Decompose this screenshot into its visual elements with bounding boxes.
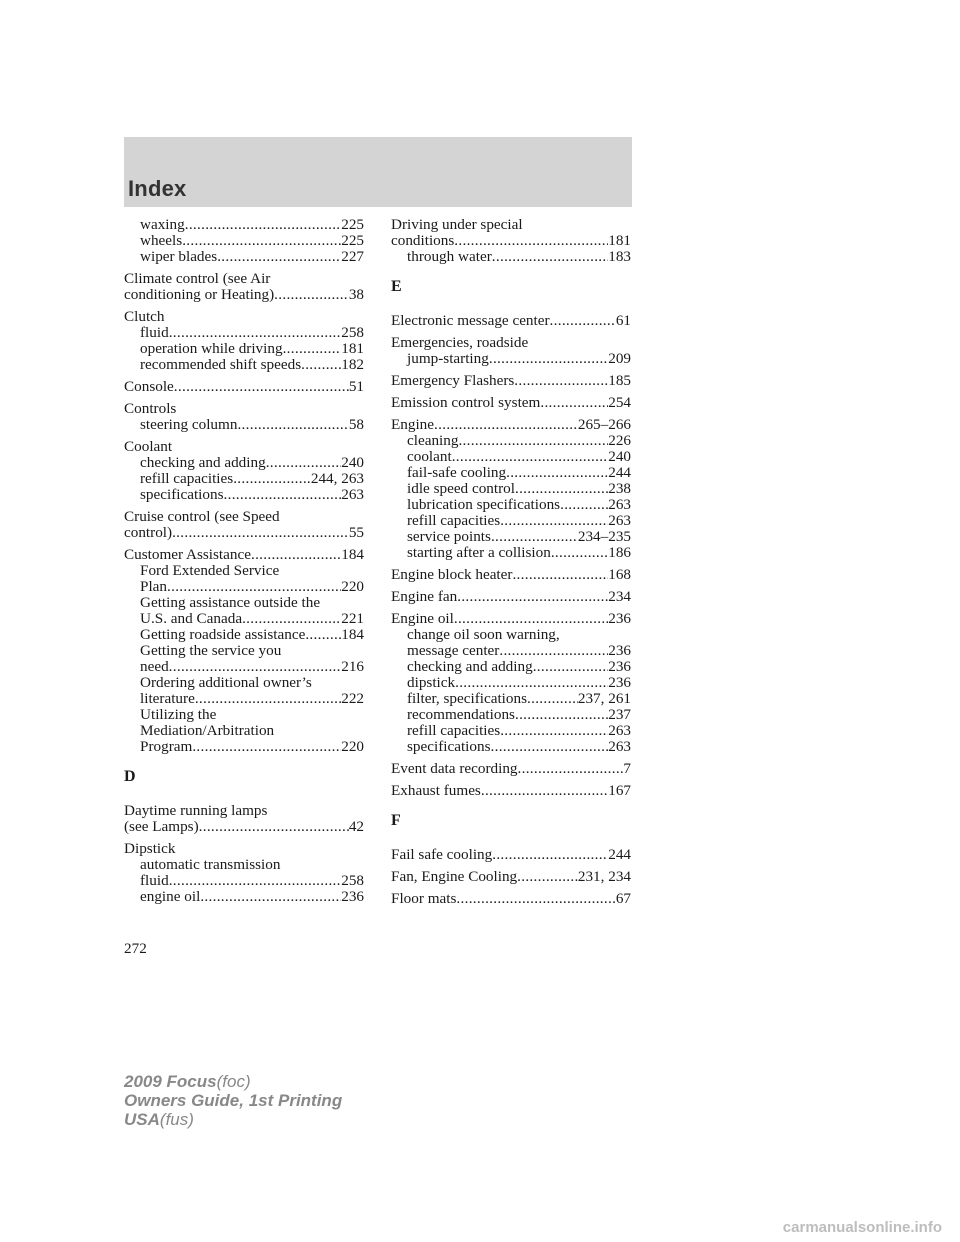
leader-dots (195, 691, 341, 707)
entry-text: Customer Assistance (124, 546, 251, 563)
index-subentry (124, 471, 364, 487)
index-subentry (124, 739, 364, 755)
index-subentry (391, 249, 631, 265)
index-subentry (391, 529, 631, 545)
leader-dots (266, 455, 342, 471)
index-subentry (124, 579, 364, 595)
index-subentry (391, 351, 631, 367)
leader-dots (533, 659, 609, 675)
index-entry-line (124, 309, 364, 325)
leader-dots (169, 325, 342, 341)
index-entry-line (124, 379, 364, 395)
leader-dots (515, 481, 608, 497)
page-reference: 7 (623, 760, 631, 777)
index-subentry (391, 465, 631, 481)
leader-dots (283, 341, 342, 357)
leader-dots (492, 847, 608, 863)
leader-dots (274, 287, 349, 303)
index-entry (391, 891, 631, 907)
index-entry (124, 309, 364, 373)
leader-dots (500, 723, 608, 739)
page-reference: 167 (608, 782, 631, 799)
entry-text: Exhaust fumes (391, 782, 481, 799)
index-subentry (391, 433, 631, 449)
index-entry (124, 509, 364, 541)
index-entry-line (391, 313, 631, 329)
page-reference: 185 (608, 372, 631, 389)
index-subentry (124, 723, 364, 739)
leader-dots (458, 433, 608, 449)
footer-line-3 (124, 1110, 342, 1129)
leader-dots (224, 487, 342, 503)
page-reference: 184 (341, 626, 364, 643)
index-subentry (391, 513, 631, 529)
index-subentry (391, 643, 631, 659)
index-column-right (391, 217, 631, 913)
index-subentry (391, 707, 631, 723)
page-reference: 240 (608, 448, 631, 465)
leader-dots (491, 529, 578, 545)
page-reference: 258 (341, 324, 364, 341)
index-entry-line (124, 819, 364, 835)
page-number: 272 (124, 940, 147, 957)
index-entry-line (124, 841, 364, 857)
entry-text: Utilizing the (140, 706, 217, 723)
index-subentry (124, 417, 364, 433)
index-entry-line (124, 525, 364, 541)
leader-dots (527, 691, 578, 707)
index-subentry (391, 691, 631, 707)
page-reference: 237 (608, 706, 631, 723)
leader-dots (506, 465, 608, 481)
leader-dots (305, 627, 341, 643)
page-reference: 55 (348, 524, 364, 541)
index-subentry (124, 707, 364, 723)
page-reference: 58 (348, 416, 364, 433)
index-entry-line (124, 401, 364, 417)
index-subentry (391, 545, 631, 561)
entry-text: starting after a collision (407, 544, 551, 561)
page-reference: 61 (615, 312, 631, 329)
footer-model-code: (foc) (216, 1072, 251, 1091)
entry-text: control) (124, 524, 173, 541)
entry-text: jump-starting (407, 350, 489, 367)
index-subentry (124, 249, 364, 265)
leader-dots (454, 611, 608, 627)
page-reference: 225 (341, 216, 364, 233)
entry-text: specifications (407, 738, 491, 755)
index-entry-line (391, 335, 631, 351)
entry-text: recommended shift speeds (140, 356, 302, 373)
index-subentry (124, 691, 364, 707)
leader-dots (301, 357, 341, 373)
index-subentry (124, 873, 364, 889)
page-reference: 237, 261 (577, 690, 631, 707)
index-entry-line (124, 803, 364, 819)
page-reference: 209 (608, 350, 631, 367)
index-entry-line (391, 891, 631, 907)
leader-dots (551, 545, 608, 561)
index-subentry (391, 659, 631, 675)
index-subentry (391, 627, 631, 643)
entry-text: Ordering additional owner’s (140, 674, 312, 691)
leader-dots (242, 611, 341, 627)
leader-dots (169, 659, 342, 675)
index-subentry (124, 341, 364, 357)
entry-text: Engine oil (391, 610, 454, 627)
leader-dots (167, 579, 341, 595)
page-reference: 236 (608, 610, 631, 627)
entry-text: Coolant (124, 438, 173, 455)
leader-dots (457, 589, 608, 605)
index-entry (391, 869, 631, 885)
page-reference: 236 (608, 674, 631, 691)
page-reference: 220 (341, 578, 364, 595)
entry-text: idle speed control (407, 480, 515, 497)
index-entry-line (391, 217, 631, 233)
entry-text: engine oil (140, 888, 201, 905)
page-reference: 225 (341, 232, 364, 249)
leader-dots (491, 739, 609, 755)
page-reference: 227 (341, 248, 364, 265)
index-entry-line (391, 567, 631, 583)
page-reference: 181 (608, 232, 631, 249)
entry-text: Getting assistance outside the (140, 594, 321, 611)
footer-market: USA (124, 1110, 160, 1129)
page-reference: 244 (608, 464, 631, 481)
entry-text: Engine (391, 416, 435, 433)
entry-text: checking and adding (140, 454, 266, 471)
entry-text: Fan, Engine Cooling (391, 868, 518, 885)
leader-dots (217, 249, 341, 265)
leader-dots (512, 567, 608, 583)
index-entry (391, 417, 631, 561)
entry-text: Getting roadside assistance (140, 626, 306, 643)
page-reference: 51 (348, 378, 364, 395)
section-letter: F (391, 812, 401, 829)
entry-text: specifications (140, 486, 224, 503)
index-entry-line (391, 761, 631, 777)
page-reference: 222 (341, 690, 364, 707)
entry-text: Fail safe cooling (391, 846, 493, 863)
leader-dots (452, 449, 609, 465)
entry-text: refill capacities (407, 722, 501, 739)
index-entry (391, 611, 631, 755)
page-reference: 220 (341, 738, 364, 755)
page-reference: 244 (608, 846, 631, 863)
leader-dots (199, 819, 349, 835)
entry-text: Electronic message center (391, 312, 550, 329)
entry-text: Program (140, 738, 193, 755)
entry-text: checking and adding (407, 658, 533, 675)
entry-text: literature (140, 690, 195, 707)
index-subentry (124, 487, 364, 503)
entry-text: Emergencies, roadside (391, 334, 529, 351)
entry-text: Engine fan (391, 588, 458, 605)
index-subentry (391, 739, 631, 755)
page-reference: 240 (341, 454, 364, 471)
entry-text: Floor mats (391, 890, 457, 907)
index-entry-line (124, 547, 364, 563)
page-reference: 236 (341, 888, 364, 905)
leader-dots (182, 233, 341, 249)
entry-text: Cruise control (see Speed (124, 508, 280, 525)
entry-text: Mediation/Arbitration (140, 722, 275, 739)
entry-text: change oil soon warning, (407, 626, 560, 643)
entry-text: refill capacities (140, 470, 234, 487)
leader-dots (499, 643, 608, 659)
entry-text: Driving under special (391, 216, 523, 233)
footer-model: 2009 Focus (124, 1072, 217, 1091)
index-entry (124, 803, 364, 835)
index-subentry (391, 449, 631, 465)
leader-dots (185, 217, 342, 233)
index-entry-line (124, 439, 364, 455)
entry-text: Emergency Flashers (391, 372, 515, 389)
leader-dots (233, 471, 311, 487)
index-subentry (124, 857, 364, 873)
section-letter: D (124, 768, 136, 785)
leader-dots (455, 675, 608, 691)
entry-text: lubrication specifications (407, 496, 561, 513)
page-reference: 186 (608, 544, 631, 561)
index-entry-line (124, 287, 364, 303)
leader-dots (514, 373, 608, 389)
footer-imprint (124, 1072, 342, 1129)
entry-text: dipstick (407, 674, 456, 691)
entry-text: Getting the service you (140, 642, 282, 659)
index-entry (391, 395, 631, 411)
index-subentry (124, 889, 364, 905)
index-entry (391, 373, 631, 389)
index-entry (124, 217, 364, 265)
entry-text: automatic transmission (140, 856, 281, 873)
entry-text: Event data recording (391, 760, 518, 777)
page-reference: 226 (608, 432, 631, 449)
index-column-left (124, 217, 364, 911)
index-entry (391, 589, 631, 605)
index-subentry (124, 563, 364, 579)
index-subentry (391, 675, 631, 691)
entry-text: service points (407, 528, 491, 545)
entry-text: Console (124, 378, 174, 395)
index-entry-line (124, 509, 364, 525)
index-entry-line (391, 233, 631, 249)
index-entry-line (124, 271, 364, 287)
leader-dots (174, 379, 349, 395)
page-reference: 67 (615, 890, 631, 907)
watermark: carmanualsonline.info (782, 1219, 942, 1236)
index-entry (391, 217, 631, 265)
entry-text: operation while driving (140, 340, 283, 357)
index-entry (391, 567, 631, 583)
leader-dots (515, 707, 608, 723)
page-reference: 265–266 (577, 416, 631, 433)
page-reference: 238 (608, 480, 631, 497)
entry-text: Engine block heater (391, 566, 513, 583)
entry-text: Climate control (see Air (124, 270, 271, 287)
page-reference: 42 (348, 818, 364, 835)
entry-text: Plan (140, 578, 168, 595)
page-reference: 38 (348, 286, 364, 303)
index-subentry (124, 627, 364, 643)
entry-text: Emission control system (391, 394, 541, 411)
index-subentry (391, 481, 631, 497)
index-entry (391, 783, 631, 799)
index-entry (391, 313, 631, 329)
index-entry (391, 847, 631, 863)
index-entry-line (391, 783, 631, 799)
index-subentry (124, 595, 364, 611)
footer-line-1 (124, 1072, 342, 1091)
index-subentry (124, 455, 364, 471)
index-subentry (124, 643, 364, 659)
page-reference: 258 (341, 872, 364, 889)
leader-dots (550, 313, 616, 329)
page-reference: 263 (608, 722, 631, 739)
header-band (124, 137, 632, 207)
entry-text: need (140, 658, 169, 675)
page-reference: 263 (341, 486, 364, 503)
entry-text: wiper blades (140, 248, 218, 265)
index-entry (124, 401, 364, 433)
index-subentry (391, 497, 631, 513)
page-reference: 221 (341, 610, 364, 627)
entry-text: (see Lamps) (124, 818, 199, 835)
leader-dots (169, 873, 342, 889)
entry-text: steering column (140, 416, 238, 433)
leader-dots (434, 417, 578, 433)
page-reference: 183 (608, 248, 631, 265)
index-entry (391, 761, 631, 777)
entry-text: fail-safe cooling (407, 464, 507, 481)
entry-text: U.S. and Canada (140, 610, 243, 627)
entry-text: Clutch (124, 308, 165, 325)
index-entry (124, 841, 364, 905)
page-reference: 181 (341, 340, 364, 357)
entry-text: conditions (391, 232, 455, 249)
entry-text: Ford Extended Service (140, 562, 280, 579)
page-reference: 263 (608, 738, 631, 755)
entry-text: wheels (140, 232, 183, 249)
index-entry (124, 271, 364, 303)
entry-text: fluid (140, 872, 169, 889)
leader-dots (454, 233, 608, 249)
entry-text: conditioning or Heating) (124, 286, 275, 303)
entry-text: message center (407, 642, 500, 659)
entry-text: cleaning (407, 432, 459, 449)
index-subentry (124, 325, 364, 341)
leader-dots (192, 739, 341, 755)
index-entry-line (391, 373, 631, 389)
footer-edition: Owners Guide, 1st Printing (124, 1091, 343, 1110)
page-reference: 263 (608, 496, 631, 513)
leader-dots (481, 783, 608, 799)
entry-text: Dipstick (124, 840, 176, 857)
page-reference: 216 (341, 658, 364, 675)
entry-text: coolant (407, 448, 452, 465)
page-reference: 244, 263 (310, 470, 364, 487)
leader-dots (492, 249, 608, 265)
index-entry-line (391, 417, 631, 433)
index-entry (124, 379, 364, 395)
entry-text: Controls (124, 400, 177, 417)
footer-market-code: (fus) (159, 1110, 194, 1129)
index-subentry (124, 675, 364, 691)
entry-text: refill capacities (407, 512, 501, 529)
entry-text: recommendations (407, 706, 515, 723)
index-entry-line (391, 611, 631, 627)
index-entry-line (391, 395, 631, 411)
index-entry (124, 547, 364, 755)
index-entry-line (391, 847, 631, 863)
index-subentry (124, 217, 364, 233)
footer-line-2 (124, 1091, 342, 1110)
leader-dots (517, 869, 578, 885)
page-title: Index (128, 176, 187, 201)
page-reference: 254 (608, 394, 631, 411)
leader-dots (251, 547, 341, 563)
page-reference: 236 (608, 658, 631, 675)
index-entry-line (391, 589, 631, 605)
page-reference: 234–235 (577, 528, 631, 545)
page-reference: 231, 234 (577, 868, 631, 885)
entry-text: filter, specifications (407, 690, 528, 707)
leader-dots (489, 351, 608, 367)
entry-text: waxing (140, 216, 185, 233)
leader-dots (172, 525, 349, 541)
page-reference: 236 (608, 642, 631, 659)
index-subentry (124, 659, 364, 675)
leader-dots (456, 891, 615, 907)
page-reference: 263 (608, 512, 631, 529)
entry-text: fluid (140, 324, 169, 341)
index-subentry (391, 723, 631, 739)
index-subentry (124, 611, 364, 627)
index-entry (391, 335, 631, 367)
entry-text: Daytime running lamps (124, 802, 268, 819)
index-entry-line (391, 869, 631, 885)
index-subentry (124, 357, 364, 373)
section-letter: E (391, 278, 402, 295)
leader-dots (500, 513, 608, 529)
leader-dots (200, 889, 341, 905)
entry-text: through water (407, 248, 492, 265)
page-reference: 168 (608, 566, 631, 583)
leader-dots (518, 761, 624, 777)
leader-dots (540, 395, 608, 411)
index-subentry (124, 233, 364, 249)
leader-dots (560, 497, 608, 513)
page-reference: 184 (341, 546, 364, 563)
index-entry (124, 439, 364, 503)
page-reference: 182 (341, 356, 364, 373)
leader-dots (237, 417, 348, 433)
page-reference: 234 (608, 588, 631, 605)
